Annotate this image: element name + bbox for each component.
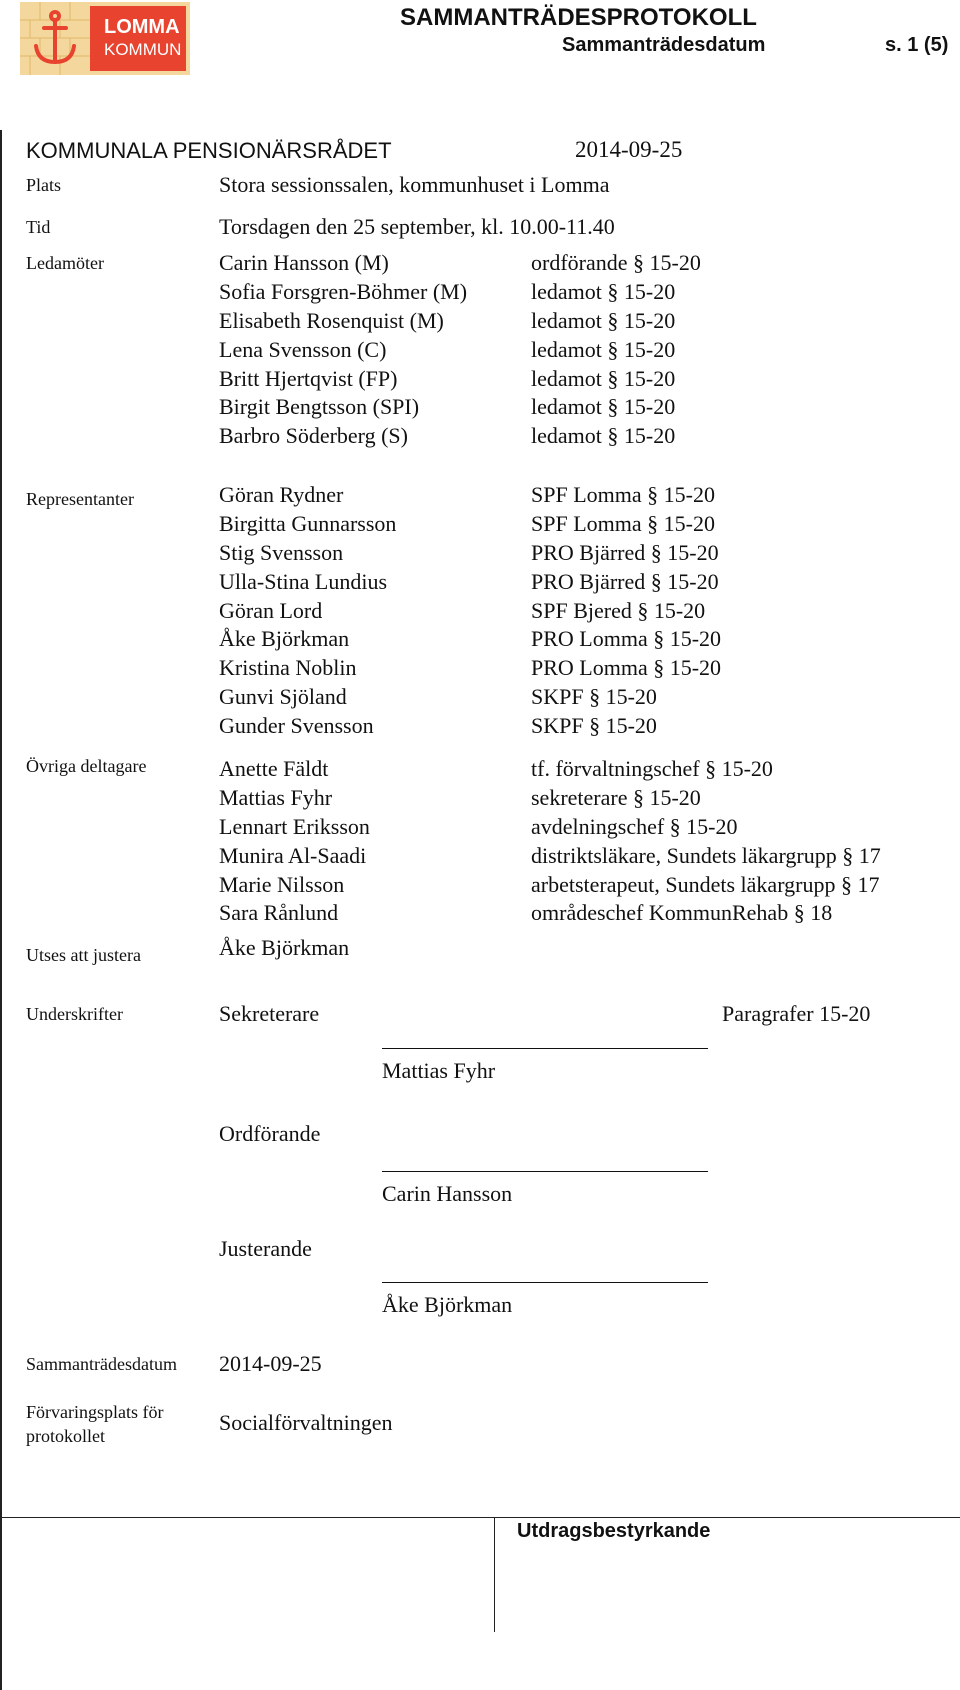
- secretary-label: Sekreterare: [219, 1001, 320, 1026]
- participant-row: [219, 785, 959, 814]
- chair-label: Ordförande: [219, 1121, 321, 1146]
- adjuster-name: Åke Björkman: [219, 935, 350, 960]
- representative-org: PRO Bjärred § 15-20: [531, 568, 719, 594]
- representative-row: [219, 626, 959, 655]
- member-role: ledamot § 15-20: [531, 336, 676, 362]
- representative-org: SPF Lomma § 15-20: [531, 510, 715, 536]
- justerande-label: Justerande: [219, 1236, 312, 1261]
- page-indicator: s. 1 (5): [885, 34, 949, 56]
- member-name: Birgit Bengtsson (SPI): [219, 394, 420, 420]
- participant-name: Mattias Fyhr: [219, 784, 333, 810]
- members-list: [219, 250, 959, 452]
- member-name: Carin Hansson (M): [219, 250, 389, 275]
- paragraphs-range: Paragrafer 15-20: [722, 1001, 871, 1026]
- storage-label: [26, 1400, 163, 1448]
- footer-date-label: Sammanträdesdatum: [26, 1354, 177, 1374]
- participant-name: Anette Fäldt: [219, 756, 329, 781]
- storage-label-line1: Förvaringsplats för: [26, 1402, 164, 1422]
- place-value: Stora sessionssalen, kommunhuset i Lomma: [219, 172, 610, 197]
- footer-divider: [0, 1517, 960, 1518]
- representative-row: [219, 540, 959, 569]
- participant-name: Lennart Eriksson: [219, 813, 370, 839]
- member-name: Lena Svensson (C): [219, 336, 387, 362]
- header-date-label: Sammanträdesdatum: [562, 34, 766, 56]
- logo-text-kommun: KOMMUN: [104, 40, 182, 59]
- secretary-signature-line: [382, 1048, 708, 1049]
- member-row: [219, 308, 959, 337]
- participant-role: sekreterare § 15-20: [531, 784, 701, 810]
- representative-name: Gunvi Sjöland: [219, 684, 347, 710]
- representative-org: PRO Lomma § 15-20: [531, 655, 722, 681]
- representative-name: Ulla-Stina Lundius: [219, 568, 388, 594]
- representative-org: SKPF § 15-20: [531, 713, 657, 739]
- participant-row: [219, 756, 959, 785]
- representative-row: [219, 598, 959, 627]
- participant-row: [219, 814, 959, 843]
- member-row: [219, 423, 959, 452]
- participant-row: [219, 900, 959, 929]
- meeting-date: 2014-09-25: [575, 137, 683, 162]
- storage-value: Socialförvaltningen: [219, 1410, 393, 1435]
- member-name: Sofia Forsgren-Böhmer (M): [219, 278, 468, 304]
- participant-name: Munira Al-Saadi: [219, 842, 367, 868]
- representative-row: [219, 482, 959, 511]
- participant-role: distriktsläkare, Sundets läkargrupp § 17: [531, 842, 881, 868]
- participant-role: avdelningschef § 15-20: [531, 813, 738, 839]
- representative-row: [219, 713, 959, 742]
- member-name: Britt Hjertqvist (FP): [219, 365, 398, 391]
- representative-name: Gunder Svensson: [219, 713, 374, 739]
- participant-row: [219, 843, 959, 872]
- members-label: Ledamöter: [26, 253, 104, 273]
- representative-row: [219, 655, 959, 684]
- chair-name: Carin Hansson: [382, 1181, 513, 1206]
- member-row: [219, 366, 959, 395]
- participant-name: Marie Nilsson: [219, 871, 345, 897]
- representative-name: Birgitta Gunnarsson: [219, 510, 397, 536]
- representative-row: [219, 569, 959, 598]
- document-title: SAMMANTRÄDESPROTOKOLL: [400, 4, 757, 31]
- representative-name: Åke Björkman: [219, 626, 350, 652]
- committee-name: KOMMUNALA PENSIONÄRSRÅDET: [26, 138, 392, 163]
- secretary-name: Mattias Fyhr: [382, 1058, 496, 1083]
- representatives-label: Representanter: [26, 489, 134, 509]
- member-role: ordförande § 15-20: [531, 250, 701, 275]
- member-role: ledamot § 15-20: [531, 365, 676, 391]
- chair-signature-line: [382, 1171, 708, 1172]
- representative-org: SPF Lomma § 15-20: [531, 482, 715, 507]
- lomma-kommun-logo: [20, 2, 190, 75]
- participant-name: Sara Rånlund: [219, 900, 339, 926]
- time-value: Torsdagen den 25 september, kl. 10.00-11.40: [219, 214, 615, 239]
- justerande-signature-line: [382, 1282, 708, 1283]
- representative-org: SKPF § 15-20: [531, 684, 657, 710]
- left-margin-line: [0, 130, 2, 1690]
- member-role: ledamot § 15-20: [531, 307, 676, 333]
- representatives-list: [219, 482, 959, 742]
- member-row: [219, 250, 959, 279]
- storage-label-line2: protokollet: [26, 1426, 105, 1446]
- participant-role: områdeschef KommunRehab § 18: [531, 900, 833, 926]
- representative-org: PRO Lomma § 15-20: [531, 626, 722, 652]
- member-row: [219, 394, 959, 423]
- adjuster-label: Utses att justera: [26, 945, 141, 965]
- footer-date-value: 2014-09-25: [219, 1351, 322, 1376]
- member-name: Elisabeth Rosenquist (M): [219, 307, 444, 333]
- representative-row: [219, 511, 959, 540]
- participant-role: arbetsterapeut, Sundets läkargrupp § 17: [531, 871, 880, 897]
- extract-box-divider: [494, 1517, 495, 1632]
- participant-role: tf. förvaltningschef § 15-20: [531, 756, 773, 781]
- member-role: ledamot § 15-20: [531, 423, 676, 449]
- extract-label: Utdragsbestyrkande: [517, 1520, 711, 1542]
- justerande-name: Åke Björkman: [382, 1292, 513, 1317]
- member-role: ledamot § 15-20: [531, 394, 676, 420]
- signatures-label: Underskrifter: [26, 1004, 123, 1024]
- member-row: [219, 337, 959, 366]
- representative-name: Stig Svensson: [219, 539, 344, 565]
- participant-row: [219, 872, 959, 901]
- place-label: Plats: [26, 175, 62, 195]
- representative-name: Kristina Noblin: [219, 655, 357, 681]
- member-role: ledamot § 15-20: [531, 278, 676, 304]
- representative-name: Göran Lord: [219, 597, 323, 623]
- time-label: Tid: [26, 217, 51, 237]
- representative-org: PRO Bjärred § 15-20: [531, 539, 719, 565]
- others-label: Övriga deltagare: [26, 756, 147, 776]
- representative-org: SPF Bjered § 15-20: [531, 597, 706, 623]
- logo-text-lomma: LOMMA: [104, 16, 180, 38]
- member-name: Barbro Söderberg (S): [219, 423, 408, 449]
- representative-row: [219, 684, 959, 713]
- representative-name: Göran Rydner: [219, 482, 344, 507]
- member-row: [219, 279, 959, 308]
- others-list: [219, 756, 959, 929]
